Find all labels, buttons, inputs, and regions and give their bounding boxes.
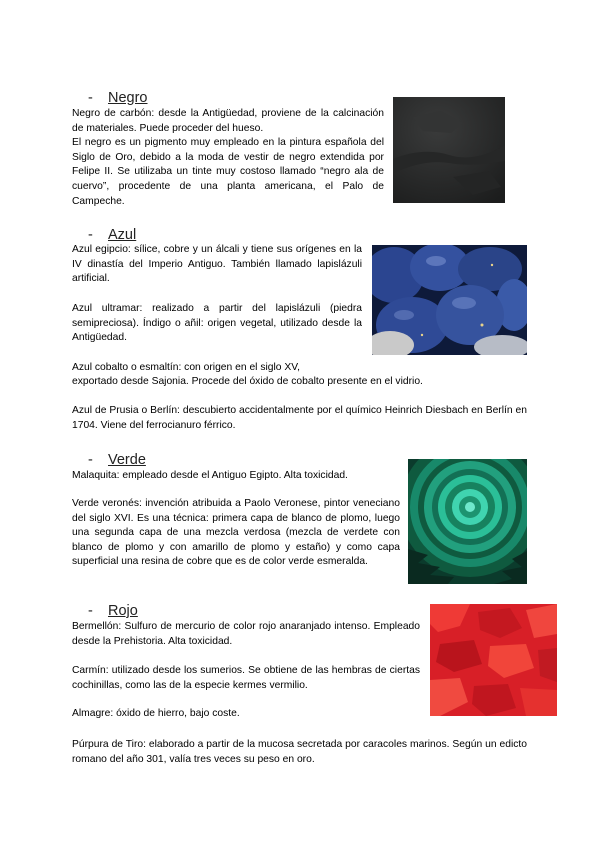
azul-ultramar-text: Azul ultramar: realizado a partir del lapislázuli (piedra semipreciosa). Índigo o añil: origen vegetal, utilizado desde la Antigüedad.: [72, 303, 362, 344]
carmin-text: Carmín: utilizado desde los sumerios. Se obtiene de las hembras de ciertas cochinillas, como las de la especie kermes vermilio.: [72, 665, 420, 691]
azul-prusia-text: Azul de Prusia o Berlín: descubierto accidentalmente por el químico Heinrich Diesbach en Berlín en 1704. Viene del ferrocianuro férrico.: [72, 405, 527, 431]
heading-rojo-title: Rojo: [108, 603, 138, 619]
negro-text: [72, 107, 384, 209]
malaquita-text: Malaquita: empleado desde el Antiguo Egipto. Alta toxicidad.: [72, 470, 348, 481]
heading-verde: - Verde: [88, 452, 146, 468]
malachite-image: [408, 459, 527, 584]
lapis-lazuli-image: [372, 245, 527, 355]
azul-egipcio-text: Azul egipcio: sílice, cobre y un álcali y tiene sus orígenes en la IV dinastía del Imperio Antiguo. También llamado lapislázuli artificial.: [72, 244, 362, 285]
negro-paragraph-2: El negro es un pigmento muy empleado en la pintura española del Siglo de Oro, debido a la moda de vestir de negro extendida por Felipe II. Se utilizaba un tinte muy costoso llamado “negro ala de cuervo”, procedente de una planta americana, el Palo de Campeche.: [72, 137, 384, 207]
black-pigment-image: [393, 97, 505, 203]
red-pigment-image: [430, 604, 557, 716]
almagre-text: Almagre: óxido de hierro, bajo coste.: [72, 708, 240, 719]
bermellon-text: Bermellón: Sulfuro de mercurio de color rojo anaranjado intenso. Empleado desde la Prehistoria. Alta toxicidad.: [72, 621, 420, 647]
purpura-de-tiro-text: Púrpura de Tiro: elaborado a partir de la mucosa secretada por caracoles marinos. Según un edicto romano del año 301, valía tres veces su peso en oro.: [72, 739, 527, 765]
heading-azul: - Azul: [88, 227, 137, 243]
heading-negro: - Negro: [88, 90, 148, 106]
heading-negro-title: Negro: [108, 90, 148, 106]
azul-cobalto-text-line2: exportado desde Sajonia. Procede del óxido de cobalto presente en el vidrio.: [72, 376, 423, 387]
heading-azul-title: Azul: [108, 227, 137, 243]
heading-rojo: - Rojo: [88, 603, 138, 619]
azul-cobalto-text-line1: Azul cobalto o esmaltín: con origen en el siglo XV,: [72, 362, 301, 373]
verde-veronés-text: Verde veronés: invención atribuida a Paolo Veronese, pintor veneciano del siglo XVI. Es una técnica: primera capa de blanco de plomo, luego una segunda capa de una mezcla verdosa (mezcla de verdete con blanco de plomo y con amarillo de plomo y estaño) y como capa superficial una resina de cobre que es de color verde esmeralda.: [72, 498, 400, 568]
negro-paragraph-1: Negro de carbón: desde la Antigüedad, proviene de la calcinación de materiales. Puede proceder del hueso.: [72, 108, 384, 134]
heading-verde-title: Verde: [108, 452, 146, 468]
